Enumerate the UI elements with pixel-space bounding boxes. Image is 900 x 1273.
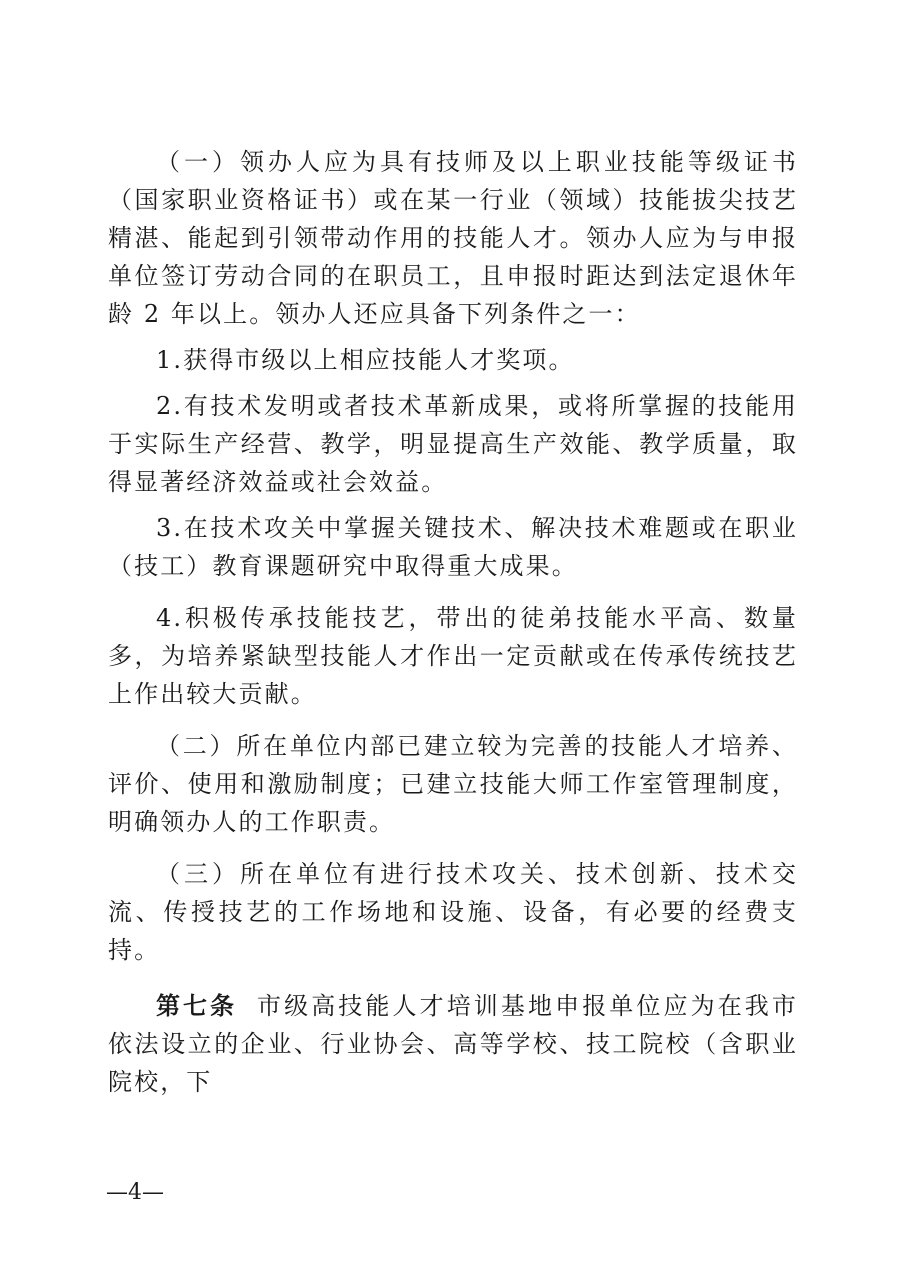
article-label: 第七条 <box>156 992 237 1020</box>
paragraph-condition-1: 1.获得市级以上相应技能人才奖项。 <box>156 346 575 374</box>
paragraph-unit-facilities: （三）所在单位有进行技术攻关、技术创新、技术交流、传授技艺的工作场地和设施、设备，有必要的经费支持。 <box>108 860 798 964</box>
page-number: —4— <box>106 1180 164 1205</box>
paragraph-article-seven <box>108 987 798 1101</box>
article-text: 市级高技能人才培训基地申报单位应为在我市依法设立的企业、行业协会、高等学校、技工院校（含职业院校，下 <box>108 992 798 1096</box>
paragraph-condition-2: 2.有技术发明或者技术革新成果，或将所掌握的技能用于实际生产经营、教学，明显提高生产效能、教学质量，取得显著经济效益或社会效益。 <box>108 392 798 496</box>
document-body <box>108 143 798 1101</box>
paragraph-unit-system: （二）所在单位内部已建立较为完善的技能人才培养、评价、使用和激励制度；已建立技能大师工作室管理制度，明确领办人的工作职责。 <box>108 732 798 836</box>
paragraph-condition-3: 3.在技术攻关中掌握关键技术、解决技术难题或在职业（技工）教育课题研究中取得重大成果。 <box>108 514 798 580</box>
paragraph-leader-qualifications: （一）领办人应为具有技师及以上职业技能等级证书（国家职业资格证书）或在某一行业（领域）技能拔尖技艺精湛、能起到引领带动作用的技能人才。领办人应为与申报单位签订劳动合同的在职员工，且申报时距达到法定退休年龄 2 年以上。领办人还应具备下列条件之一： <box>108 148 798 328</box>
paragraph-condition-4: 4.积极传承技能技艺，带出的徒弟技能水平高、数量多，为培养紧缺型技能人才作出一定贡献或在传承传统技艺上作出较大贡献。 <box>108 604 798 708</box>
